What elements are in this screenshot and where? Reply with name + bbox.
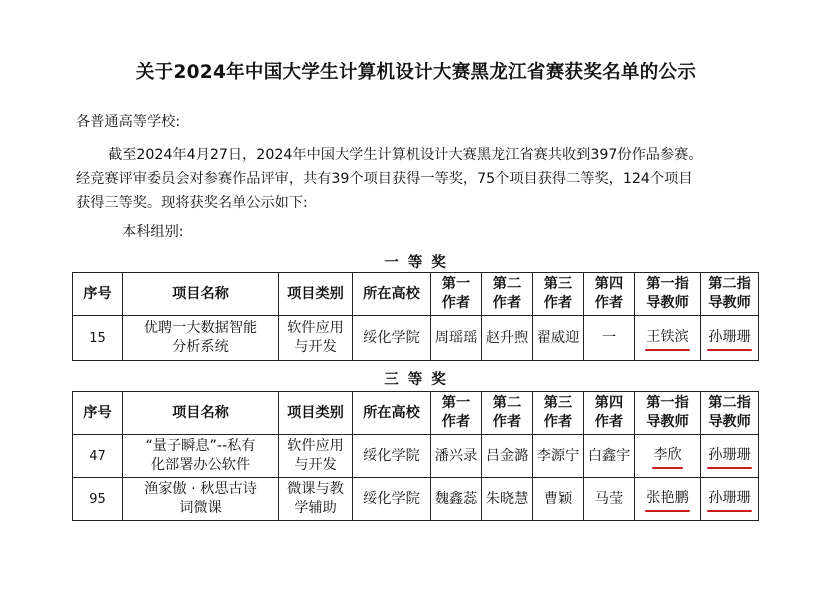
body-line-3: 获得三等奖。现将获奖名单公示如下: xyxy=(76,195,308,211)
header-author3: 第三 作者 xyxy=(533,392,584,435)
cell-seq: 15 xyxy=(73,316,123,361)
header-author2: 第二 作者 xyxy=(482,392,533,435)
cell-school: 绥化学院 xyxy=(353,316,431,361)
cell-project-name: “量子瞬息”--私有 化部署办公软件 xyxy=(123,435,279,478)
header-seq: 序号 xyxy=(73,273,123,316)
teacher2-name: 孙珊珊 xyxy=(708,446,751,466)
header-author3: 第三 作者 xyxy=(533,273,584,316)
cell-author2: 吕金潞 xyxy=(482,435,533,478)
cell-teacher1 xyxy=(635,478,701,521)
header-teacher2: 第二指 导教师 xyxy=(701,392,759,435)
cell-school: 绥化学院 xyxy=(353,478,431,521)
header-seq: 序号 xyxy=(73,392,123,435)
table-row xyxy=(73,435,759,478)
teacher1-name: 李欣 xyxy=(653,446,681,466)
cell-category: 微课与教 学辅助 xyxy=(279,478,353,521)
cell-author4: 马莹 xyxy=(584,478,635,521)
cell-author4: 一 xyxy=(584,316,635,361)
body-line-1: 截至2024年4月27日，2024年中国大学生计算机设计大赛黑龙江省赛共收到397份作品参赛。 xyxy=(108,147,703,163)
cell-author3: 曹颖 xyxy=(533,478,584,521)
third-prize-table xyxy=(72,391,759,521)
cell-author1: 潘兴录 xyxy=(431,435,482,478)
cell-author2: 赵升煦 xyxy=(482,316,533,361)
header-author1: 第一 作者 xyxy=(431,273,482,316)
header-school: 所在高校 xyxy=(353,273,431,316)
header-author1: 第一 作者 xyxy=(431,392,482,435)
header-teacher1: 第一指 导教师 xyxy=(635,273,701,316)
header-author2: 第二 作者 xyxy=(482,273,533,316)
cell-seq: 95 xyxy=(73,478,123,521)
cell-author4: 白鑫宇 xyxy=(584,435,635,478)
cell-author3: 翟威迎 xyxy=(533,316,584,361)
cell-author1: 魏鑫蕊 xyxy=(431,478,482,521)
teacher1-name: 王铁滨 xyxy=(646,328,689,348)
cell-category: 软件应用 与开发 xyxy=(279,316,353,361)
teacher2-name: 孙珊珊 xyxy=(708,328,751,348)
header-category: 项目类别 xyxy=(279,273,353,316)
table-row xyxy=(73,316,759,361)
first-prize-table xyxy=(72,272,759,361)
teacher2-name: 孙珊珊 xyxy=(708,489,751,509)
cell-author3: 李源宁 xyxy=(533,435,584,478)
header-teacher1: 第一指 导教师 xyxy=(635,392,701,435)
cell-category: 软件应用 与开发 xyxy=(279,435,353,478)
teacher1-name: 张艳鹏 xyxy=(646,489,689,509)
cell-author1: 周瑶瑶 xyxy=(431,316,482,361)
salutation: 各普通高等学校: xyxy=(76,114,181,130)
cell-author2: 朱晓慧 xyxy=(482,478,533,521)
header-name: 项目名称 xyxy=(123,392,279,435)
cell-project-name: 渔家傲 · 秋思古诗 词微课 xyxy=(123,478,279,521)
table-row xyxy=(73,478,759,521)
cell-teacher2 xyxy=(701,435,759,478)
table-header-row xyxy=(73,273,759,316)
cell-project-name: 优聘一大数据智能 分析系统 xyxy=(123,316,279,361)
header-author4: 第四 作者 xyxy=(584,273,635,316)
cell-school: 绥化学院 xyxy=(353,435,431,478)
group-label: 本科组别: xyxy=(122,224,184,240)
cell-teacher1 xyxy=(635,316,701,361)
cell-teacher1 xyxy=(635,435,701,478)
header-author4: 第四 作者 xyxy=(584,392,635,435)
header-name: 项目名称 xyxy=(123,273,279,316)
cell-teacher2 xyxy=(701,478,759,521)
cell-teacher2 xyxy=(701,316,759,361)
document-title: 关于2024年中国大学生计算机设计大赛黑龙江省赛获奖名单的公示 xyxy=(135,62,697,83)
header-school: 所在高校 xyxy=(353,392,431,435)
table-header-row xyxy=(73,392,759,435)
third-prize-heading: 三 等 奖 xyxy=(384,372,448,388)
header-teacher2: 第二指 导教师 xyxy=(701,273,759,316)
first-prize-heading: 一 等 奖 xyxy=(384,255,448,271)
cell-seq: 47 xyxy=(73,435,123,478)
header-category: 项目类别 xyxy=(279,392,353,435)
body-line-2: 经竞赛评审委员会对参赛作品评审，共有39个项目获得一等奖，75个项目获得二等奖，124个项目 xyxy=(76,171,693,187)
